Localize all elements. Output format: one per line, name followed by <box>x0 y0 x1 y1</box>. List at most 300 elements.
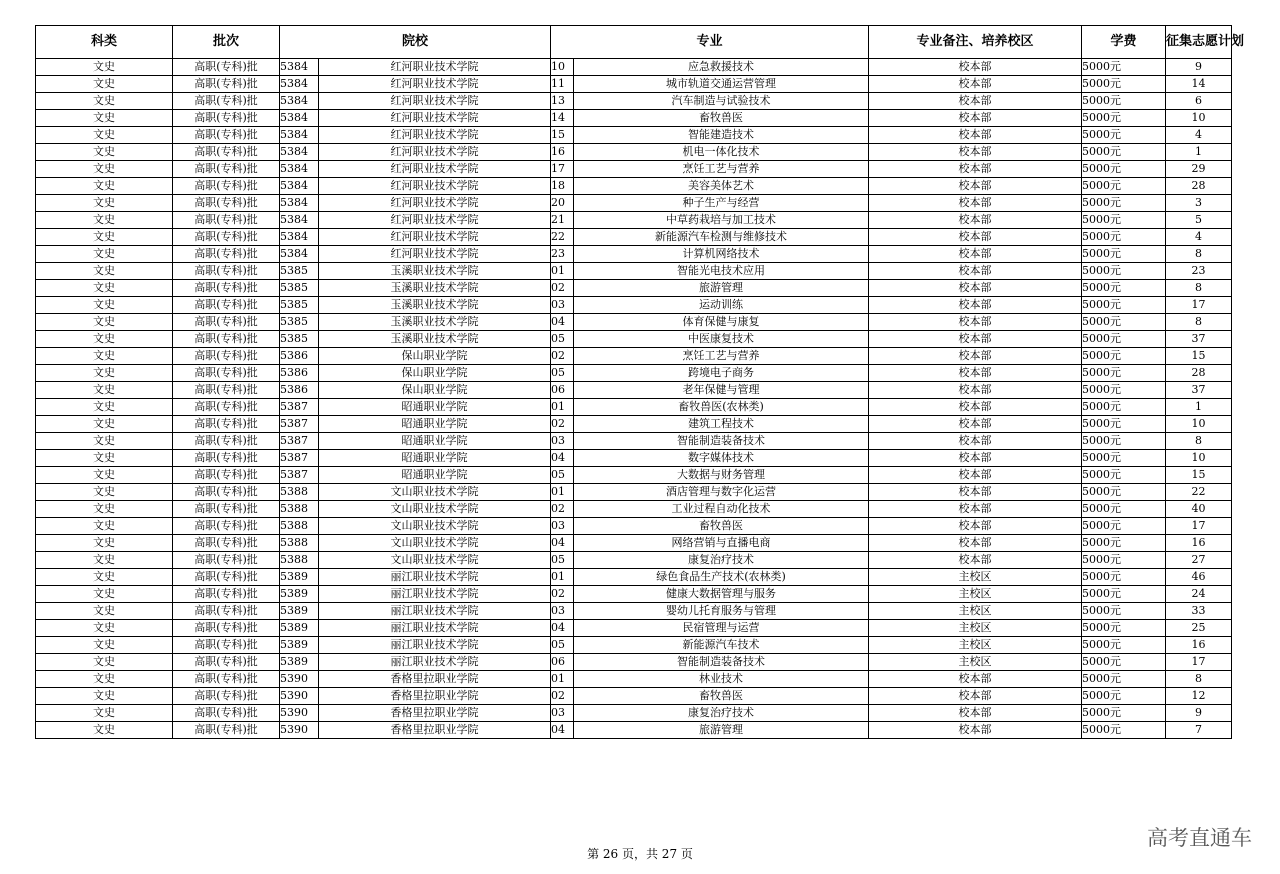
school-name-cell: 文山职业技术学院 <box>319 484 551 501</box>
major-name-cell: 网络营销与直播电商 <box>574 535 869 552</box>
plan-count-cell: 6 <box>1166 93 1232 110</box>
tuition-cell: 5000元 <box>1082 518 1166 535</box>
batch-cell: 高职(专科)批 <box>173 399 280 416</box>
batch-cell: 高职(专科)批 <box>173 280 280 297</box>
batch-cell: 高职(专科)批 <box>173 382 280 399</box>
category-cell: 文史 <box>36 365 173 382</box>
major-code-cell: 18 <box>551 178 574 195</box>
school-name-cell: 香格里拉职业学院 <box>319 722 551 739</box>
category-cell: 文史 <box>36 467 173 484</box>
school-code-cell: 5387 <box>280 416 319 433</box>
major-code-cell: 01 <box>551 484 574 501</box>
watermark: 高考直通车 <box>1147 826 1252 850</box>
school-name-cell: 丽江职业技术学院 <box>319 637 551 654</box>
school-name-cell: 红河职业技术学院 <box>319 144 551 161</box>
table-row <box>36 722 1232 739</box>
major-code-cell: 22 <box>551 229 574 246</box>
major-code-cell: 11 <box>551 76 574 93</box>
campus-cell: 校本部 <box>869 688 1082 705</box>
school-name-cell: 昭通职业学院 <box>319 416 551 433</box>
campus-cell: 校本部 <box>869 399 1082 416</box>
school-name-cell: 丽江职业技术学院 <box>319 620 551 637</box>
school-name-cell: 丽江职业技术学院 <box>319 654 551 671</box>
table-row <box>36 246 1232 263</box>
table-row <box>36 705 1232 722</box>
batch-cell: 高职(专科)批 <box>173 263 280 280</box>
campus-cell: 校本部 <box>869 705 1082 722</box>
school-name-cell: 红河职业技术学院 <box>319 212 551 229</box>
plan-count-cell: 8 <box>1166 314 1232 331</box>
tuition-cell: 5000元 <box>1082 212 1166 229</box>
table-row <box>36 688 1232 705</box>
header-tuition: 学费 <box>1082 26 1166 59</box>
major-name-cell: 体育保健与康复 <box>574 314 869 331</box>
table-row <box>36 59 1232 76</box>
school-name-cell: 玉溪职业技术学院 <box>319 297 551 314</box>
major-name-cell: 林业技术 <box>574 671 869 688</box>
school-name-cell: 丽江职业技术学院 <box>319 569 551 586</box>
school-code-cell: 5386 <box>280 348 319 365</box>
campus-cell: 校本部 <box>869 212 1082 229</box>
category-cell: 文史 <box>36 620 173 637</box>
batch-cell: 高职(专科)批 <box>173 144 280 161</box>
campus-cell: 校本部 <box>869 552 1082 569</box>
plan-count-cell: 28 <box>1166 365 1232 382</box>
major-name-cell: 畜牧兽医(农林类) <box>574 399 869 416</box>
school-code-cell: 5388 <box>280 535 319 552</box>
major-name-cell: 酒店管理与数字化运营 <box>574 484 869 501</box>
campus-cell: 校本部 <box>869 535 1082 552</box>
major-code-cell: 01 <box>551 569 574 586</box>
table-row <box>36 637 1232 654</box>
category-cell: 文史 <box>36 93 173 110</box>
plan-count-cell: 28 <box>1166 178 1232 195</box>
major-code-cell: 02 <box>551 688 574 705</box>
category-cell: 文史 <box>36 314 173 331</box>
category-cell: 文史 <box>36 144 173 161</box>
school-code-cell: 5385 <box>280 331 319 348</box>
table-row <box>36 620 1232 637</box>
major-name-cell: 智能制造装备技术 <box>574 654 869 671</box>
table-row <box>36 399 1232 416</box>
batch-cell: 高职(专科)批 <box>173 518 280 535</box>
school-name-cell: 昭通职业学院 <box>319 399 551 416</box>
major-code-cell: 21 <box>551 212 574 229</box>
major-name-cell: 应急救援技术 <box>574 59 869 76</box>
plan-count-cell: 14 <box>1166 76 1232 93</box>
table-row <box>36 603 1232 620</box>
table-row <box>36 484 1232 501</box>
school-code-cell: 5385 <box>280 297 319 314</box>
category-cell: 文史 <box>36 722 173 739</box>
school-code-cell: 5390 <box>280 705 319 722</box>
category-cell: 文史 <box>36 263 173 280</box>
tuition-cell: 5000元 <box>1082 331 1166 348</box>
header-batch: 批次 <box>173 26 280 59</box>
major-name-cell: 畜牧兽医 <box>574 110 869 127</box>
plan-count-cell: 9 <box>1166 59 1232 76</box>
batch-cell: 高职(专科)批 <box>173 59 280 76</box>
plan-count-cell: 17 <box>1166 654 1232 671</box>
category-cell: 文史 <box>36 603 173 620</box>
major-code-cell: 01 <box>551 399 574 416</box>
category-cell: 文史 <box>36 637 173 654</box>
school-name-cell: 玉溪职业技术学院 <box>319 263 551 280</box>
major-code-cell: 03 <box>551 705 574 722</box>
table-row <box>36 144 1232 161</box>
category-cell: 文史 <box>36 586 173 603</box>
plan-count-cell: 8 <box>1166 246 1232 263</box>
major-code-cell: 04 <box>551 535 574 552</box>
header-plan-count: 征集志愿计划 <box>1166 26 1232 59</box>
campus-cell: 校本部 <box>869 161 1082 178</box>
school-name-cell: 香格里拉职业学院 <box>319 688 551 705</box>
batch-cell: 高职(专科)批 <box>173 671 280 688</box>
campus-cell: 校本部 <box>869 484 1082 501</box>
school-code-cell: 5384 <box>280 195 319 212</box>
tuition-cell: 5000元 <box>1082 552 1166 569</box>
campus-cell: 校本部 <box>869 450 1082 467</box>
plan-count-cell: 1 <box>1166 144 1232 161</box>
plan-count-cell: 5 <box>1166 212 1232 229</box>
major-name-cell: 汽车制造与试验技术 <box>574 93 869 110</box>
tuition-cell: 5000元 <box>1082 416 1166 433</box>
table-row <box>36 93 1232 110</box>
tuition-cell: 5000元 <box>1082 501 1166 518</box>
category-cell: 文史 <box>36 705 173 722</box>
batch-cell: 高职(专科)批 <box>173 433 280 450</box>
major-name-cell: 烹饪工艺与营养 <box>574 348 869 365</box>
major-name-cell: 跨境电子商务 <box>574 365 869 382</box>
batch-cell: 高职(专科)批 <box>173 178 280 195</box>
major-name-cell: 计算机网络技术 <box>574 246 869 263</box>
tuition-cell: 5000元 <box>1082 144 1166 161</box>
major-name-cell: 美容美体艺术 <box>574 178 869 195</box>
major-name-cell: 运动训练 <box>574 297 869 314</box>
tuition-cell: 5000元 <box>1082 467 1166 484</box>
school-code-cell: 5388 <box>280 518 319 535</box>
table-row <box>36 76 1232 93</box>
table-row <box>36 518 1232 535</box>
school-name-cell: 文山职业技术学院 <box>319 501 551 518</box>
school-code-cell: 5389 <box>280 637 319 654</box>
category-cell: 文史 <box>36 501 173 518</box>
major-code-cell: 05 <box>551 365 574 382</box>
major-code-cell: 02 <box>551 586 574 603</box>
category-cell: 文史 <box>36 195 173 212</box>
major-name-cell: 数字媒体技术 <box>574 450 869 467</box>
major-name-cell: 康复治疗技术 <box>574 705 869 722</box>
category-cell: 文史 <box>36 535 173 552</box>
plan-count-cell: 29 <box>1166 161 1232 178</box>
table-row <box>36 467 1232 484</box>
batch-cell: 高职(专科)批 <box>173 501 280 518</box>
campus-cell: 主校区 <box>869 586 1082 603</box>
plan-count-cell: 8 <box>1166 280 1232 297</box>
table-row <box>36 195 1232 212</box>
plan-count-cell: 25 <box>1166 620 1232 637</box>
table-row <box>36 382 1232 399</box>
plan-count-cell: 27 <box>1166 552 1232 569</box>
tuition-cell: 5000元 <box>1082 722 1166 739</box>
school-code-cell: 5384 <box>280 246 319 263</box>
table-row <box>36 501 1232 518</box>
school-name-cell: 文山职业技术学院 <box>319 518 551 535</box>
major-code-cell: 10 <box>551 59 574 76</box>
plan-count-cell: 10 <box>1166 450 1232 467</box>
table-row <box>36 297 1232 314</box>
school-name-cell: 红河职业技术学院 <box>319 93 551 110</box>
school-code-cell: 5386 <box>280 382 319 399</box>
campus-cell: 校本部 <box>869 93 1082 110</box>
category-cell: 文史 <box>36 416 173 433</box>
tuition-cell: 5000元 <box>1082 93 1166 110</box>
plan-count-cell: 8 <box>1166 671 1232 688</box>
major-code-cell: 04 <box>551 450 574 467</box>
batch-cell: 高职(专科)批 <box>173 246 280 263</box>
major-code-cell: 01 <box>551 263 574 280</box>
tuition-cell: 5000元 <box>1082 705 1166 722</box>
campus-cell: 校本部 <box>869 246 1082 263</box>
campus-cell: 校本部 <box>869 416 1082 433</box>
batch-cell: 高职(专科)批 <box>173 195 280 212</box>
campus-cell: 主校区 <box>869 620 1082 637</box>
major-code-cell: 04 <box>551 620 574 637</box>
school-name-cell: 玉溪职业技术学院 <box>319 331 551 348</box>
major-name-cell: 工业过程自动化技术 <box>574 501 869 518</box>
batch-cell: 高职(专科)批 <box>173 637 280 654</box>
category-cell: 文史 <box>36 671 173 688</box>
batch-cell: 高职(专科)批 <box>173 161 280 178</box>
campus-cell: 主校区 <box>869 637 1082 654</box>
school-code-cell: 5384 <box>280 229 319 246</box>
major-name-cell: 智能建造技术 <box>574 127 869 144</box>
category-cell: 文史 <box>36 161 173 178</box>
table-row <box>36 212 1232 229</box>
category-cell: 文史 <box>36 688 173 705</box>
batch-cell: 高职(专科)批 <box>173 110 280 127</box>
category-cell: 文史 <box>36 331 173 348</box>
major-code-cell: 02 <box>551 416 574 433</box>
batch-cell: 高职(专科)批 <box>173 212 280 229</box>
campus-cell: 校本部 <box>869 331 1082 348</box>
plan-count-cell: 37 <box>1166 382 1232 399</box>
school-name-cell: 红河职业技术学院 <box>319 110 551 127</box>
category-cell: 文史 <box>36 569 173 586</box>
batch-cell: 高职(专科)批 <box>173 688 280 705</box>
major-name-cell: 新能源汽车检测与维修技术 <box>574 229 869 246</box>
plan-count-cell: 1 <box>1166 399 1232 416</box>
plan-count-cell: 15 <box>1166 348 1232 365</box>
header-major-notes-campus: 专业备注、培养校区 <box>869 26 1082 59</box>
campus-cell: 校本部 <box>869 297 1082 314</box>
table-row <box>36 671 1232 688</box>
school-name-cell: 保山职业学院 <box>319 382 551 399</box>
major-code-cell: 20 <box>551 195 574 212</box>
major-code-cell: 03 <box>551 297 574 314</box>
plan-count-cell: 33 <box>1166 603 1232 620</box>
school-name-cell: 红河职业技术学院 <box>319 246 551 263</box>
table-row <box>36 280 1232 297</box>
batch-cell: 高职(专科)批 <box>173 535 280 552</box>
category-cell: 文史 <box>36 450 173 467</box>
school-code-cell: 5390 <box>280 722 319 739</box>
campus-cell: 主校区 <box>869 569 1082 586</box>
school-code-cell: 5385 <box>280 314 319 331</box>
tuition-cell: 5000元 <box>1082 382 1166 399</box>
school-code-cell: 5384 <box>280 212 319 229</box>
tuition-cell: 5000元 <box>1082 161 1166 178</box>
school-code-cell: 5384 <box>280 161 319 178</box>
major-name-cell: 建筑工程技术 <box>574 416 869 433</box>
campus-cell: 主校区 <box>869 654 1082 671</box>
tuition-cell: 5000元 <box>1082 127 1166 144</box>
major-code-cell: 05 <box>551 331 574 348</box>
plan-count-cell: 24 <box>1166 586 1232 603</box>
school-name-cell: 玉溪职业技术学院 <box>319 314 551 331</box>
plan-count-cell: 46 <box>1166 569 1232 586</box>
campus-cell: 校本部 <box>869 433 1082 450</box>
major-name-cell: 机电一体化技术 <box>574 144 869 161</box>
school-name-cell: 保山职业学院 <box>319 348 551 365</box>
category-cell: 文史 <box>36 518 173 535</box>
tuition-cell: 5000元 <box>1082 246 1166 263</box>
batch-cell: 高职(专科)批 <box>173 127 280 144</box>
school-code-cell: 5390 <box>280 688 319 705</box>
major-code-cell: 03 <box>551 433 574 450</box>
table-row <box>36 110 1232 127</box>
batch-cell: 高职(专科)批 <box>173 467 280 484</box>
table-row <box>36 229 1232 246</box>
tuition-cell: 5000元 <box>1082 535 1166 552</box>
batch-cell: 高职(专科)批 <box>173 484 280 501</box>
category-cell: 文史 <box>36 382 173 399</box>
plan-count-cell: 12 <box>1166 688 1232 705</box>
major-name-cell: 城市轨道交通运营管理 <box>574 76 869 93</box>
school-name-cell: 保山职业学院 <box>319 365 551 382</box>
batch-cell: 高职(专科)批 <box>173 416 280 433</box>
school-name-cell: 丽江职业技术学院 <box>319 586 551 603</box>
batch-cell: 高职(专科)批 <box>173 348 280 365</box>
category-cell: 文史 <box>36 212 173 229</box>
category-cell: 文史 <box>36 280 173 297</box>
school-code-cell: 5389 <box>280 620 319 637</box>
school-name-cell: 昭通职业学院 <box>319 467 551 484</box>
school-name-cell: 玉溪职业技术学院 <box>319 280 551 297</box>
plan-count-cell: 16 <box>1166 637 1232 654</box>
school-name-cell: 红河职业技术学院 <box>319 178 551 195</box>
school-code-cell: 5384 <box>280 59 319 76</box>
major-code-cell: 04 <box>551 314 574 331</box>
batch-cell: 高职(专科)批 <box>173 552 280 569</box>
category-cell: 文史 <box>36 654 173 671</box>
major-code-cell: 01 <box>551 671 574 688</box>
plan-count-cell: 7 <box>1166 722 1232 739</box>
major-name-cell: 民宿管理与运营 <box>574 620 869 637</box>
table-row <box>36 416 1232 433</box>
major-code-cell: 06 <box>551 654 574 671</box>
table-row <box>36 127 1232 144</box>
plan-count-cell: 3 <box>1166 195 1232 212</box>
table-row <box>36 178 1232 195</box>
tuition-cell: 5000元 <box>1082 688 1166 705</box>
major-name-cell: 大数据与财务管理 <box>574 467 869 484</box>
school-code-cell: 5387 <box>280 467 319 484</box>
plan-count-cell: 23 <box>1166 263 1232 280</box>
major-name-cell: 绿色食品生产技术(农林类) <box>574 569 869 586</box>
table-row <box>36 654 1232 671</box>
major-code-cell: 02 <box>551 280 574 297</box>
plan-count-cell: 8 <box>1166 433 1232 450</box>
school-name-cell: 红河职业技术学院 <box>319 195 551 212</box>
school-name-cell: 红河职业技术学院 <box>319 127 551 144</box>
campus-cell: 校本部 <box>869 263 1082 280</box>
major-code-cell: 02 <box>551 501 574 518</box>
major-code-cell: 04 <box>551 722 574 739</box>
batch-cell: 高职(专科)批 <box>173 93 280 110</box>
table-row <box>36 450 1232 467</box>
school-code-cell: 5387 <box>280 433 319 450</box>
header-major: 专业 <box>551 26 869 59</box>
major-code-cell: 05 <box>551 552 574 569</box>
major-name-cell: 旅游管理 <box>574 280 869 297</box>
school-code-cell: 5389 <box>280 586 319 603</box>
major-name-cell: 康复治疗技术 <box>574 552 869 569</box>
batch-cell: 高职(专科)批 <box>173 76 280 93</box>
campus-cell: 校本部 <box>869 59 1082 76</box>
table-body <box>36 59 1232 739</box>
header-category: 科类 <box>36 26 173 59</box>
school-code-cell: 5385 <box>280 263 319 280</box>
batch-cell: 高职(专科)批 <box>173 586 280 603</box>
campus-cell: 校本部 <box>869 280 1082 297</box>
category-cell: 文史 <box>36 59 173 76</box>
batch-cell: 高职(专科)批 <box>173 705 280 722</box>
tuition-cell: 5000元 <box>1082 433 1166 450</box>
category-cell: 文史 <box>36 348 173 365</box>
major-name-cell: 健康大数据管理与服务 <box>574 586 869 603</box>
plan-count-cell: 4 <box>1166 127 1232 144</box>
campus-cell: 校本部 <box>869 467 1082 484</box>
major-code-cell: 13 <box>551 93 574 110</box>
major-name-cell: 中医康复技术 <box>574 331 869 348</box>
school-name-cell: 文山职业技术学院 <box>319 552 551 569</box>
major-code-cell: 17 <box>551 161 574 178</box>
major-code-cell: 02 <box>551 348 574 365</box>
major-name-cell: 智能制造装备技术 <box>574 433 869 450</box>
major-code-cell: 03 <box>551 518 574 535</box>
plan-count-cell: 15 <box>1166 467 1232 484</box>
batch-cell: 高职(专科)批 <box>173 722 280 739</box>
school-code-cell: 5387 <box>280 399 319 416</box>
category-cell: 文史 <box>36 110 173 127</box>
table-header-row <box>36 26 1232 59</box>
tuition-cell: 5000元 <box>1082 637 1166 654</box>
school-code-cell: 5384 <box>280 93 319 110</box>
plan-count-cell: 10 <box>1166 416 1232 433</box>
admission-plan-table <box>35 25 1245 739</box>
school-name-cell: 昭通职业学院 <box>319 433 551 450</box>
major-name-cell: 智能光电技术应用 <box>574 263 869 280</box>
tuition-cell: 5000元 <box>1082 348 1166 365</box>
table-row <box>36 161 1232 178</box>
plan-count-cell: 4 <box>1166 229 1232 246</box>
category-cell: 文史 <box>36 433 173 450</box>
batch-cell: 高职(专科)批 <box>173 620 280 637</box>
school-name-cell: 红河职业技术学院 <box>319 229 551 246</box>
batch-cell: 高职(专科)批 <box>173 603 280 620</box>
tuition-cell: 5000元 <box>1082 450 1166 467</box>
